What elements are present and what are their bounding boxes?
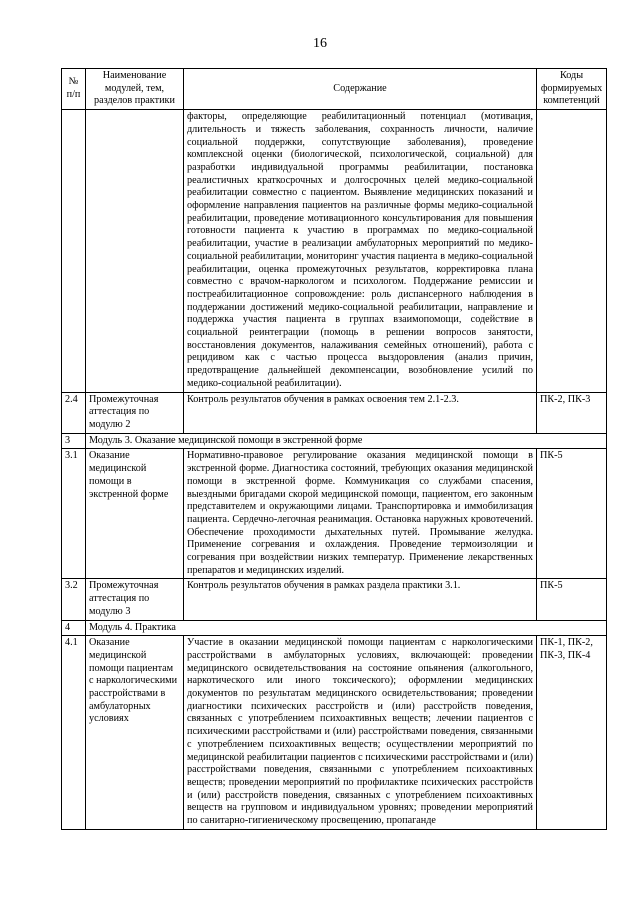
section-title: Модуль 4. Практика (86, 620, 607, 636)
row-num: 4.1 (62, 636, 86, 830)
page-number: 16 (313, 36, 327, 51)
row-num: 3.2 (62, 579, 86, 620)
row-name: Промежуточная аттестация по модулю 3 (86, 579, 184, 620)
section-row (62, 620, 607, 636)
table-row (62, 636, 607, 830)
header-name: Наименование модулей, тем, разделов практики (86, 69, 184, 110)
row-codes: ПК-5 (537, 449, 607, 579)
table-row (62, 110, 607, 392)
section-row (62, 433, 607, 449)
section-num: 3 (62, 433, 86, 449)
row-content: Контроль результатов обучения в рамках освоения тем 2.1-2.3. (184, 392, 537, 433)
header-codes: Коды формируемых компетенций (537, 69, 607, 110)
header-content: Содержание (184, 69, 537, 110)
header-num: № п/п (62, 69, 86, 110)
row-name: Оказание медицинской помощи в экстренной форме (86, 449, 184, 579)
row-num: 2.4 (62, 392, 86, 433)
section-title: Модуль 3. Оказание медицинской помощи в экстренной форме (86, 433, 607, 449)
row-num (62, 110, 86, 392)
curriculum-table (61, 68, 607, 830)
row-codes: ПК-2, ПК-3 (537, 392, 607, 433)
row-content: Нормативно-правовое регулирование оказания медицинской помощи в экстренной форме. Диагностика состояний, требующих оказания медицинской помощи в экстренной форме. Коммуникация со службами спасения, выездными бригадами скорой медицинской помощи, пациентом, его законным представителем и окружающими лицами. Транспортировка и иммобилизация пациента. Сердечно-легочная реанимация. Остановка наружных кровотечений. Обеспечение проходимости дыхательных путей. Промывание желудка. Применение согревания и охлаждения. Проведение термоизоляции и согревания при воздействии низких температур. Применение лекарственных препаратов и медицинских изделий. (184, 449, 537, 579)
row-codes: ПК-5 (537, 579, 607, 620)
table-header-row (62, 69, 607, 110)
row-content: Участие в оказании медицинской помощи пациентам с наркологическими расстройствами в амбулаторных условиях, включающей: проведении медицинского освидетельствования на состояние опьянения (алкогольного, наркотического или иного токсического); оформлении медицинских документов по результатам медицинского освидетельствования; проведении диагностики психических расстройств и (или) расстройств поведения, связанных с употреблением психоактивных веществ; лечении пациентов с психическими расстройствами и (или) расстройствами поведения, связанными с употреблением психоактивных веществ; осуществлении мероприятий по медицинской реабилитации пациентов с психическими расстройствами и (или) расстройствами поведения, связанными с употреблением психоактивных веществ; проведении мероприятий по профилактике психических расстройств и (или) расстройств поведения, связанных с употреблением психоактивных веществ на групповом и индивидуальном уровнях; проведении мероприятий по санитарно-гигиеническому просвещению, пропаганде (184, 636, 537, 830)
table-row (62, 449, 607, 579)
row-codes: ПК-1, ПК-2, ПК-3, ПК-4 (537, 636, 607, 830)
table-row (62, 579, 607, 620)
row-name: Промежуточная аттестация по модулю 2 (86, 392, 184, 433)
row-name: Оказание медицинской помощи пациентам с наркологическими расстройствами в амбулаторных условиях (86, 636, 184, 830)
section-num: 4 (62, 620, 86, 636)
row-content: Контроль результатов обучения в рамках раздела практики 3.1. (184, 579, 537, 620)
row-name (86, 110, 184, 392)
row-content: факторы, определяющие реабилитационный потенциал (мотивация, длительность и тяжесть заболевания, сохранность личности, наличие социальной поддержки, сопутствующие заболевания), проведение комплексной оценки (биологической, психологической, социальной) для разработки индивидуальной программы реабилитации, постановка реалистичных краткосрочных и долгосрочных целей медико-социальной реабилитации совместно с пациентом. Выявление медицинских показаний и оформление направления пациентов на различные формы медико-социальной реабилитации, проведение мотивационного консультирования для повышения готовности пациента к участию в программах по медико-социальной реабилитации, участие в реализации амбулаторных мероприятий по медико-социальной реабилитации, мониторинг участия пациента в медико-социальной реабилитации, оценка промежуточных результатов, корректировка плана совместно с врачом-наркологом и психологом. Поддержание ремиссии и постреабилитационное сопровождение: роль диспансерного наблюдения в поддержании достижений медико-социальной реабилитации, направление и поддержка участия пациента в группах взаимопомощи, содействие в социальной реинтеграции (помощь в решении вопросов занятости, восстановления документов, налаживания семейных отношений), работа с рецидивом как с частью процесса выздоровления (анализ причин, предотвращение дальнейшей декомпенсации, возобновление усилий по медико-социальной реабилитации). (184, 110, 537, 392)
row-num: 3.1 (62, 449, 86, 579)
row-codes (537, 110, 607, 392)
table-row (62, 392, 607, 433)
